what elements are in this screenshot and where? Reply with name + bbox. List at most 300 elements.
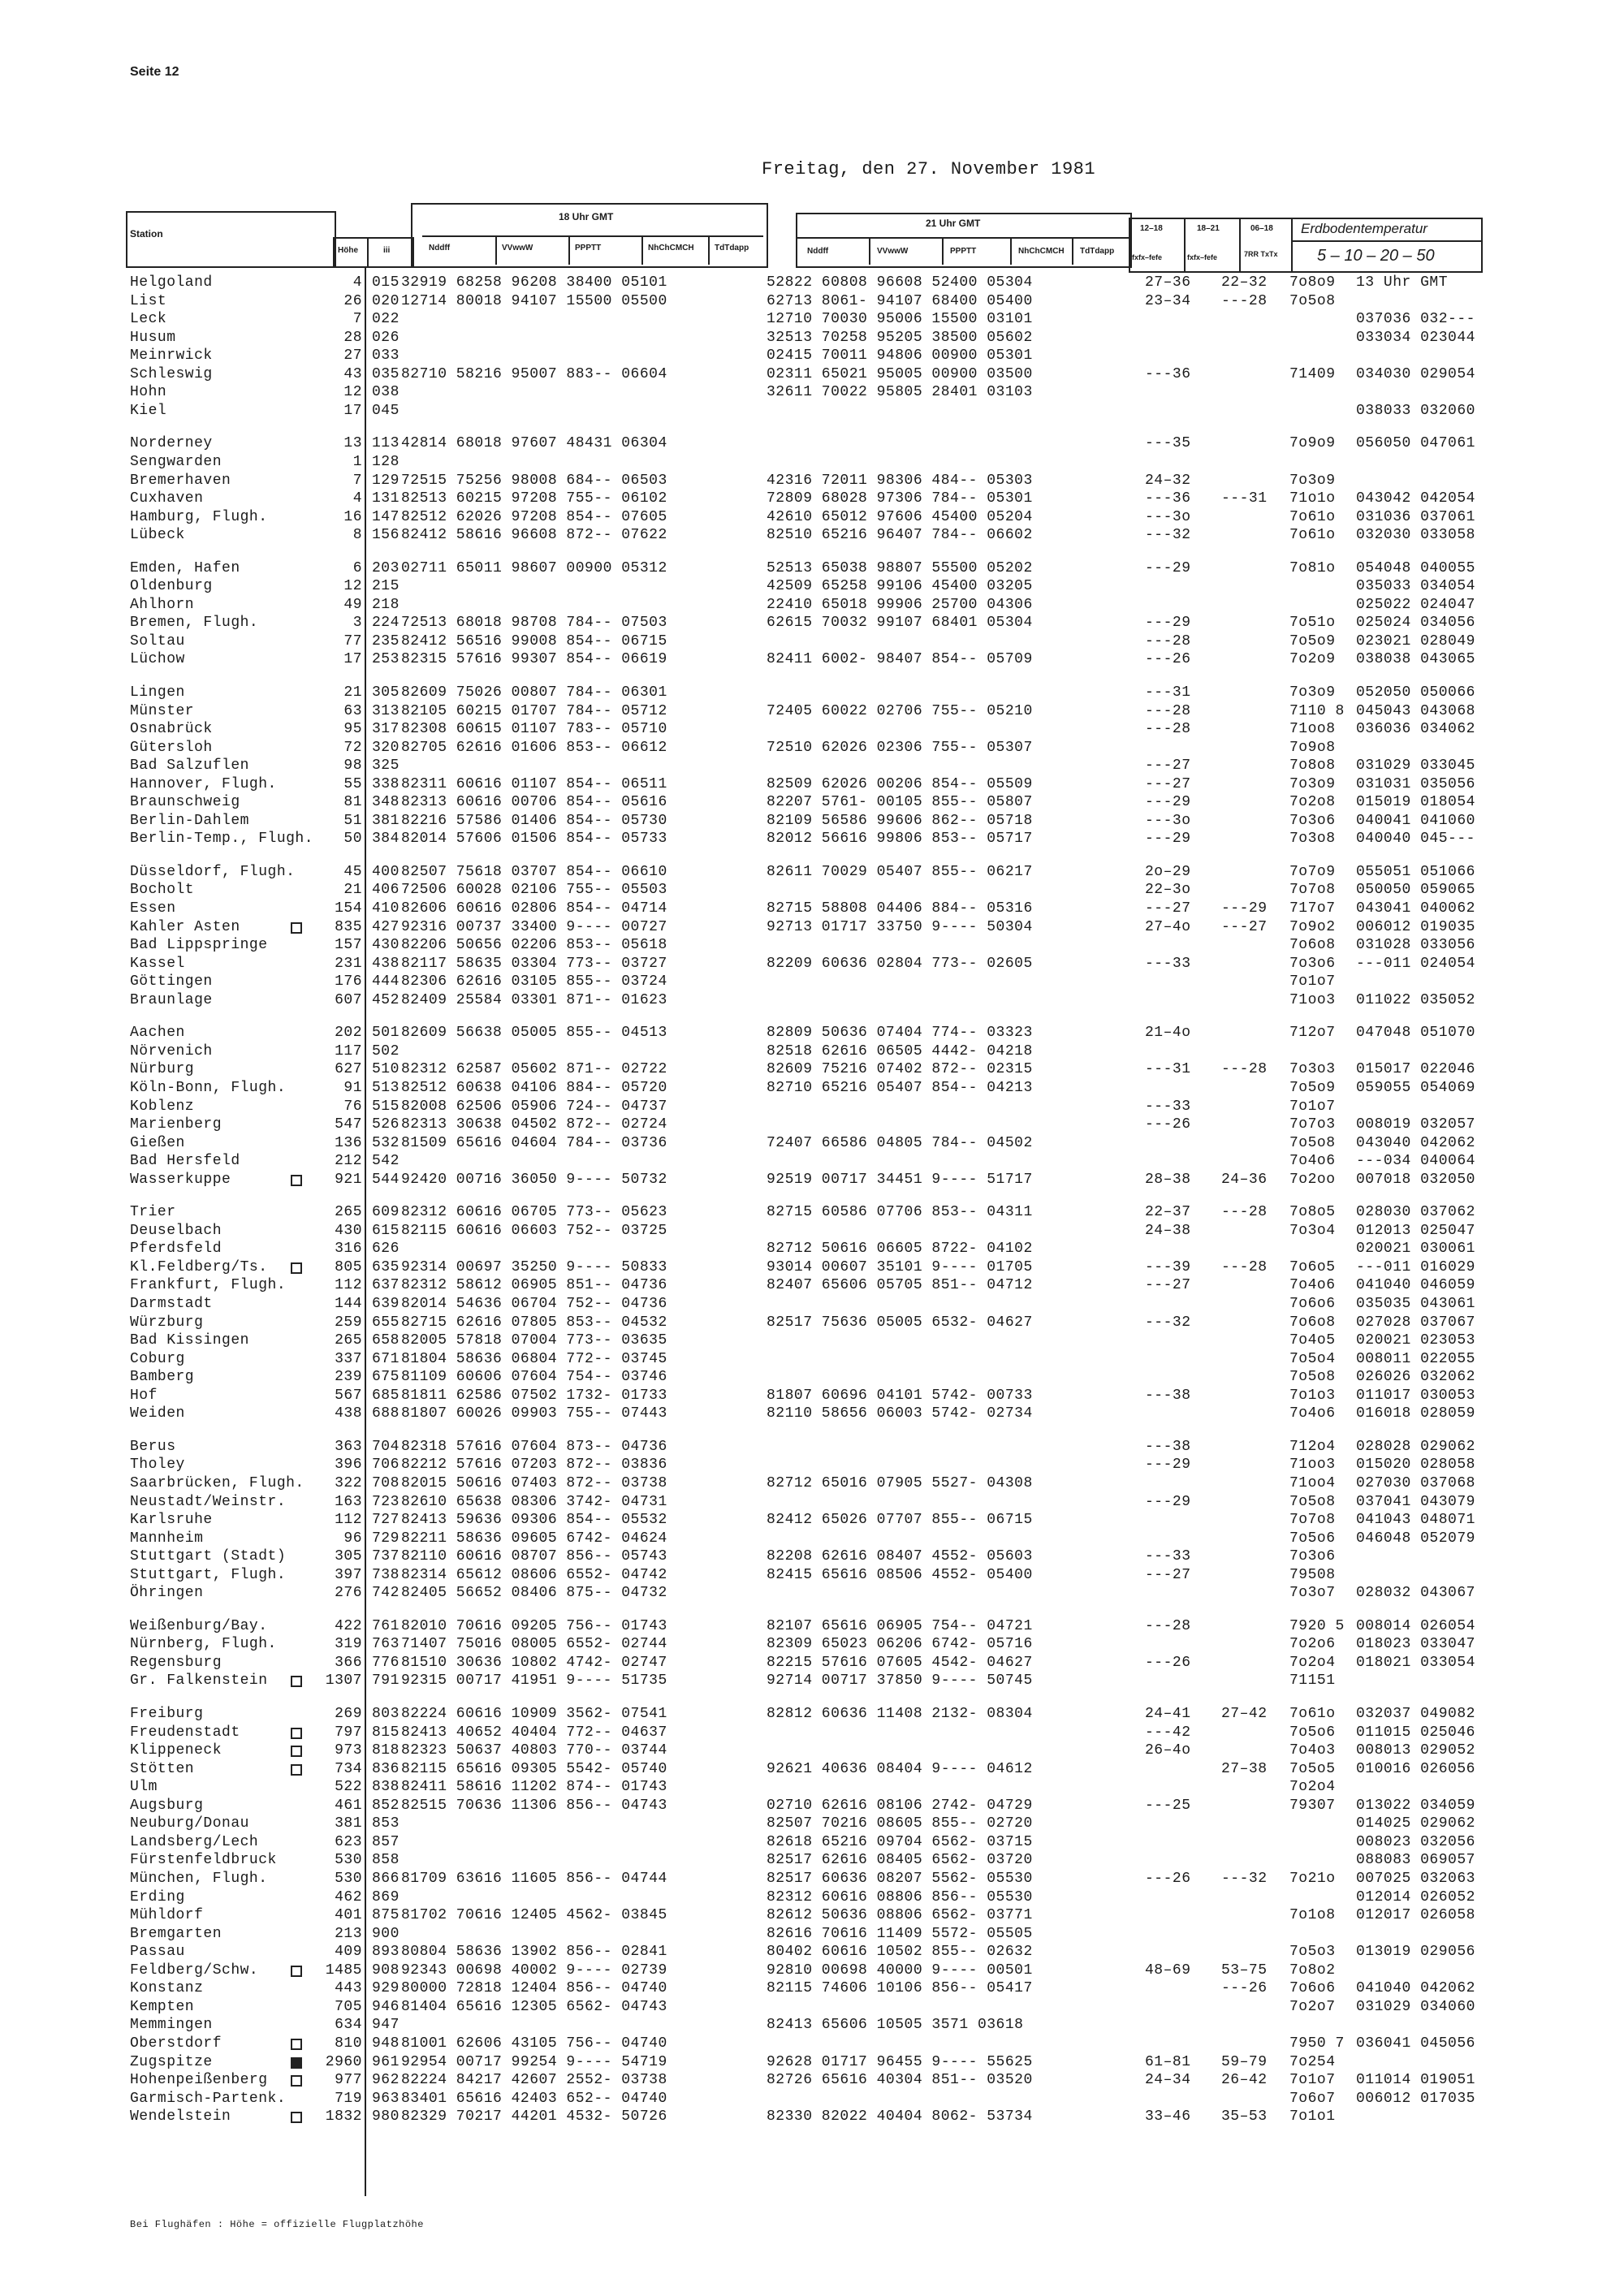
- station-id: 532: [372, 1135, 400, 1151]
- obs-21-group: 82710 65216 05407 854-- 04213: [767, 1080, 1033, 1096]
- obs-21-group: 82407 65606 05705 851-- 04712: [767, 1277, 1033, 1293]
- obs-18-group: 12714 80018 94107 15500 05500: [401, 293, 667, 309]
- station-name: Kl.Feldberg/Ts.: [130, 1259, 268, 1275]
- station-name: Berlin-Dahlem: [130, 813, 249, 829]
- station-name: Feldberg/Schw.: [130, 1962, 259, 1979]
- station-height: 7: [352, 311, 362, 327]
- soil-temperature: 025022 024047: [1356, 597, 1475, 613]
- station-height: 319: [335, 1636, 362, 1652]
- station-id: 875: [372, 1907, 400, 1923]
- station-id: 635: [372, 1259, 400, 1275]
- obs-21-group: 82312 60616 08806 856-- 05530: [767, 1889, 1033, 1905]
- obs-18-group: 82705 62616 01606 853-- 06612: [401, 740, 667, 756]
- obs-21-group: 82517 60636 08207 5562- 05530: [767, 1871, 1033, 1887]
- precip-06-18: 71oo4: [1289, 1475, 1336, 1491]
- soil-temperature: 038038 043065: [1356, 651, 1475, 667]
- station-name: Emden, Hafen: [130, 560, 240, 576]
- station-height: 337: [335, 1351, 362, 1367]
- obs-21-group: 52513 65038 98807 55500 05202: [767, 560, 1033, 576]
- soil-temperature: 016018 028059: [1356, 1405, 1475, 1422]
- obs-18-group: 82513 60215 97208 755-- 06102: [401, 490, 667, 507]
- station-id: 637: [372, 1277, 400, 1293]
- station-height: 522: [335, 1779, 362, 1795]
- station-name: Landsberg/Lech: [130, 1834, 259, 1850]
- obs-21-group: 82812 60636 11408 2132- 08304: [767, 1706, 1033, 1722]
- soil-temperature: 033034 023044: [1356, 330, 1475, 346]
- gust-18-21: ---29: [1221, 900, 1268, 917]
- station-id: 020: [372, 293, 400, 309]
- station-id: 688: [372, 1405, 400, 1422]
- station-height: 17: [343, 651, 362, 667]
- precip-06-18: 7o9o2: [1289, 919, 1336, 935]
- station-name: Gießen: [130, 1135, 185, 1151]
- soil-temperature: 027028 037067: [1356, 1314, 1475, 1331]
- gust-12-18: ---3o: [1145, 813, 1191, 829]
- gust-12-18: 27–36: [1145, 274, 1191, 291]
- station-name: Öhringen: [130, 1585, 204, 1601]
- station-height: 96: [343, 1530, 362, 1547]
- precip-06-18: 7o6o7: [1289, 2091, 1336, 2107]
- precip-06-18: 7o9o9: [1289, 435, 1336, 451]
- obs-18-group: 71407 75016 08005 6552- 02744: [401, 1636, 667, 1652]
- obs-21-group: 82107 65616 06905 754-- 04721: [767, 1618, 1033, 1634]
- gust-12-18: ---32: [1145, 527, 1191, 543]
- soil-temperature: 013019 029056: [1356, 1944, 1475, 1960]
- obs-21-group: 82413 65606 10505 3571 03618: [767, 2017, 1024, 2033]
- station-name: Stötten: [130, 1761, 195, 1777]
- station-name: Gr. Falkenstein: [130, 1672, 268, 1689]
- precip-06-18: 71oo3: [1289, 1457, 1336, 1473]
- station-height: 401: [335, 1907, 362, 1923]
- station-id: 026: [372, 330, 400, 346]
- soil-temperature: 031031 035056: [1356, 776, 1475, 792]
- obs-21-group: 82517 75636 05005 6532- 04627: [767, 1314, 1033, 1331]
- station-id: 427: [372, 919, 400, 935]
- precip-06-18: 7920 5: [1289, 1618, 1345, 1634]
- station-height: 3: [352, 615, 362, 631]
- soil-temperature: 043042 042054: [1356, 490, 1475, 507]
- obs-18-group: 81510 30636 10802 4742- 02747: [401, 1655, 667, 1671]
- precip-06-18: 7o9o8: [1289, 740, 1336, 756]
- mountain-station-icon: [291, 2112, 302, 2123]
- station-id: 671: [372, 1351, 400, 1367]
- station-name: Darmstadt: [130, 1296, 213, 1312]
- obs-21-group: 82115 74606 10106 856-- 05417: [767, 1980, 1033, 1996]
- obs-18-group: 02711 65011 98607 00900 05312: [401, 560, 667, 576]
- precip-06-18: 7o81o: [1289, 560, 1336, 576]
- soil-temperature: 041040 046059: [1356, 1277, 1475, 1293]
- soil-temperature: 018021 033054: [1356, 1655, 1475, 1671]
- obs-18-group: 81807 60026 09903 755-- 07443: [401, 1405, 667, 1422]
- gust-18-21: ---31: [1221, 490, 1268, 507]
- obs-18-group: 82005 57818 07004 773-- 03635: [401, 1332, 667, 1349]
- precip-06-18: 7o4o5: [1289, 1332, 1336, 1349]
- header-hoehe: Höhe: [338, 246, 358, 255]
- station-height: 239: [335, 1369, 362, 1385]
- station-name: Karlsruhe: [130, 1512, 213, 1528]
- station-name: Braunlage: [130, 992, 213, 1008]
- obs-18-group: 82411 58616 11202 874-- 01743: [401, 1779, 667, 1795]
- station-height: 49: [343, 597, 362, 613]
- station-id: 853: [372, 1815, 400, 1832]
- obs-18-group: 82715 62616 07805 853-- 04532: [401, 1314, 667, 1331]
- obs-21-group: 92713 01717 33750 9---- 50304: [767, 919, 1033, 935]
- station-id: 317: [372, 721, 400, 737]
- station-id: 803: [372, 1706, 400, 1722]
- obs-21-group: 52822 60808 96608 52400 05304: [767, 274, 1033, 291]
- soil-temperature: 035033 034054: [1356, 578, 1475, 594]
- soil-temperature: 045043 043068: [1356, 703, 1475, 719]
- station-height: 12: [343, 578, 362, 594]
- soil-temperature: 028032 043067: [1356, 1585, 1475, 1601]
- station-name: Hohenpeißenberg: [130, 2072, 268, 2088]
- obs-21-group: 72407 66586 04805 784-- 04502: [767, 1135, 1033, 1151]
- gust-12-18: 2o–29: [1145, 864, 1191, 880]
- gust-12-18: ---26: [1145, 1655, 1191, 1671]
- station-name: Frankfurt, Flugh.: [130, 1277, 287, 1293]
- precip-06-18: 7o2o8: [1289, 794, 1336, 810]
- station-height: 17: [343, 403, 362, 419]
- obs-18-group: 82115 65616 09305 5542- 05740: [401, 1761, 667, 1777]
- gust-12-18: ---27: [1145, 900, 1191, 917]
- header-18-divider: [641, 237, 643, 265]
- obs-21-group: 82809 50636 07404 774-- 03323: [767, 1025, 1033, 1041]
- precip-06-18: 7o8o2: [1289, 1962, 1336, 1979]
- station-id: 655: [372, 1314, 400, 1331]
- station-id: 513: [372, 1080, 400, 1096]
- soil-temperature: 050050 059065: [1356, 882, 1475, 898]
- obs-21-group: 82330 82022 40404 8062- 53734: [767, 2108, 1033, 2125]
- station-id: 224: [372, 615, 400, 631]
- station-id: 015: [372, 274, 400, 291]
- gust-12-18: 27–4o: [1145, 919, 1191, 935]
- obs-21-group: 82510 65216 96407 784-- 06602: [767, 527, 1033, 543]
- precip-06-18: 71151: [1289, 1672, 1336, 1689]
- precip-06-18: 7o5o5: [1289, 1761, 1336, 1777]
- station-name: Fürstenfeldbruck: [130, 1852, 277, 1868]
- header-s3: 7RR TxTx: [1244, 250, 1278, 258]
- station-height: 316: [335, 1241, 362, 1257]
- station-name: Oberstdorf: [130, 2035, 222, 2052]
- precip-06-18: 7o3o6: [1289, 1548, 1336, 1564]
- station-name: Köln-Bonn, Flugh.: [130, 1080, 287, 1096]
- station-height: 95: [343, 721, 362, 737]
- header-21-divider: [942, 239, 944, 265]
- station-id: 729: [372, 1530, 400, 1547]
- precip-06-18: 7o6o8: [1289, 937, 1336, 953]
- station-name: Husum: [130, 330, 176, 346]
- gust-12-18: ---28: [1145, 721, 1191, 737]
- soil-temperature: 032037 049082: [1356, 1706, 1475, 1722]
- station-id: 253: [372, 651, 400, 667]
- soil-temperature: 036041 045056: [1356, 2035, 1475, 2052]
- soil-temperature: 015020 028058: [1356, 1457, 1475, 1473]
- header-21-col: NhChCMCH: [1018, 247, 1065, 256]
- obs-21-group: 82618 65216 09704 6562- 03715: [767, 1834, 1033, 1850]
- station-name: Wendelstein: [130, 2108, 231, 2125]
- station-height: 547: [335, 1116, 362, 1133]
- station-id: 325: [372, 757, 400, 774]
- obs-18-group: 82015 50616 07403 872-- 03738: [401, 1475, 667, 1491]
- station-height: 567: [335, 1388, 362, 1404]
- station-name: Hof: [130, 1388, 158, 1404]
- header-s2: fxfx–fefe: [1187, 253, 1218, 261]
- station-id: 852: [372, 1798, 400, 1814]
- station-height: 623: [335, 1834, 362, 1850]
- precip-06-18: 71o1o: [1289, 490, 1336, 507]
- precip-06-18: 7o1o8: [1289, 1907, 1336, 1923]
- station-name: Lüchow: [130, 651, 185, 667]
- obs-18-group: 82409 25584 03301 871-- 01623: [401, 992, 667, 1008]
- station-id: 526: [372, 1116, 400, 1133]
- obs-18-group: 72515 75256 98008 684-- 06503: [401, 473, 667, 489]
- station-id: 838: [372, 1779, 400, 1795]
- obs-18-group: 82010 70616 09205 756-- 01743: [401, 1618, 667, 1634]
- soil-temperature: 006012 019035: [1356, 919, 1475, 935]
- soil-temperature: 018023 033047: [1356, 1636, 1475, 1652]
- obs-21-group: 92714 00717 37850 9---- 50745: [767, 1672, 1033, 1689]
- station-name: Bremgarten: [130, 1926, 222, 1942]
- station-name: Nörvenich: [130, 1043, 213, 1060]
- station-height: 1485: [325, 1962, 362, 1979]
- station-height: 797: [335, 1724, 362, 1741]
- station-height: 438: [335, 1405, 362, 1422]
- station-name: Kiel: [130, 403, 167, 419]
- station-name: Bremen, Flugh.: [130, 615, 259, 631]
- obs-18-group: 82412 58616 96608 872-- 07622: [401, 527, 667, 543]
- gust-12-18: ---28: [1145, 633, 1191, 650]
- station-height: 144: [335, 1296, 362, 1312]
- station-id: 639: [372, 1296, 400, 1312]
- station-name: Neuburg/Donau: [130, 1815, 249, 1832]
- obs-21-group: 32513 70258 95205 38500 05602: [767, 330, 1033, 346]
- station-id: 742: [372, 1585, 400, 1601]
- obs-21-group: 82616 70616 11409 5572- 05505: [767, 1926, 1033, 1942]
- station-name: Freudenstadt: [130, 1724, 240, 1741]
- obs-18-group: 82413 40652 40404 772-- 04637: [401, 1724, 667, 1741]
- station-id: 763: [372, 1636, 400, 1652]
- precip-06-18: 7o5o8: [1289, 293, 1336, 309]
- gust-12-18: ---36: [1145, 490, 1191, 507]
- station-name: Berus: [130, 1439, 176, 1455]
- station-height: 607: [335, 992, 362, 1008]
- obs-21-group: 42316 72011 98306 484-- 05303: [767, 473, 1033, 489]
- header-18-divider: [568, 237, 570, 265]
- station-name: Soltau: [130, 633, 185, 650]
- station-name: Wasserkuppe: [130, 1172, 231, 1188]
- station-height: 21: [343, 882, 362, 898]
- station-height: 627: [335, 1061, 362, 1077]
- station-name: Schleswig: [130, 366, 213, 382]
- station-name: Augsburg: [130, 1798, 204, 1814]
- station-name: Pferdsfeld: [130, 1241, 222, 1257]
- station-id: 761: [372, 1618, 400, 1634]
- obs-21-group: 72510 62026 02306 755-- 05307: [767, 740, 1033, 756]
- soil-temperature: ---011 024054: [1356, 956, 1475, 972]
- gust-12-18: ---27: [1145, 757, 1191, 774]
- soil-temperature: 011015 025046: [1356, 1724, 1475, 1741]
- station-height: 276: [335, 1585, 362, 1601]
- precip-06-18: 7o6o6: [1289, 1980, 1336, 1996]
- gust-12-18: 21–4o: [1145, 1025, 1191, 1041]
- gust-12-18: ---38: [1145, 1388, 1191, 1404]
- obs-21-group: 82612 50636 08806 6562- 03771: [767, 1907, 1033, 1923]
- obs-18-group: 82224 84217 42607 2552- 03738: [401, 2072, 667, 2088]
- obs-18-group: 82014 57606 01506 854-- 05733: [401, 831, 667, 847]
- header-station: Station: [130, 228, 163, 240]
- station-id: 946: [372, 1999, 400, 2015]
- gust-12-18: ---35: [1145, 435, 1191, 451]
- station-height: 1307: [325, 1672, 362, 1689]
- gust-12-18: ---38: [1145, 1439, 1191, 1455]
- station-id: 501: [372, 1025, 400, 1041]
- precip-06-18: 7o5o8: [1289, 1494, 1336, 1510]
- station-height: 163: [335, 1494, 362, 1510]
- station-height: 12: [343, 384, 362, 400]
- station-height: 45: [343, 864, 362, 880]
- obs-18-group: 82318 57616 07604 873-- 04736: [401, 1439, 667, 1455]
- precip-06-18: 7o8o5: [1289, 1204, 1336, 1220]
- obs-21-group: 81807 60696 04101 5742- 00733: [767, 1388, 1033, 1404]
- station-name: Lingen: [130, 684, 185, 701]
- station-height: 136: [335, 1135, 362, 1151]
- header-p3: 06–18: [1250, 224, 1273, 233]
- precip-06-18: 7o7o9: [1289, 864, 1336, 880]
- station-name: Nürnberg, Flugh.: [130, 1636, 277, 1652]
- station-height: 50: [343, 831, 362, 847]
- gust-12-18: ---39: [1145, 1259, 1191, 1275]
- mountain-station-icon: [291, 922, 302, 934]
- station-id: 963: [372, 2091, 400, 2107]
- soil-temperature: 008014 026054: [1356, 1618, 1475, 1634]
- station-height: 157: [335, 937, 362, 953]
- soil-temperature: 043041 040062: [1356, 900, 1475, 917]
- precip-06-18: 7o3o8: [1289, 831, 1336, 847]
- obs-18-group: 82014 54636 06704 752-- 04736: [401, 1296, 667, 1312]
- station-height: 396: [335, 1457, 362, 1473]
- obs-21-group: 82208 62616 08407 4552- 05603: [767, 1548, 1033, 1564]
- obs-18-group: 82329 70217 44201 4532- 50726: [401, 2108, 667, 2125]
- obs-18-group: 82312 62587 05602 871-- 02722: [401, 1061, 667, 1077]
- station-height: 977: [335, 2072, 362, 2088]
- soil-temperature: 046048 052079: [1356, 1530, 1475, 1547]
- precip-06-18: 79307: [1289, 1798, 1336, 1814]
- station-name: Helgoland: [130, 274, 213, 291]
- precip-06-18: 7o2o6: [1289, 1636, 1336, 1652]
- station-id: 038: [372, 384, 400, 400]
- soil-temperature: 008019 032057: [1356, 1116, 1475, 1133]
- station-name: Coburg: [130, 1351, 185, 1367]
- obs-18-group: 82314 65612 08606 6552- 04742: [401, 1567, 667, 1583]
- gust-12-18: ---26: [1145, 1116, 1191, 1133]
- precip-06-18: 7o21o: [1289, 1871, 1336, 1887]
- obs-18-group: 92343 00698 40002 9---- 02739: [401, 1962, 667, 1979]
- station-height: 265: [335, 1332, 362, 1349]
- obs-18-group: 92954 00717 99254 9---- 54719: [401, 2054, 667, 2070]
- station-id: 626: [372, 1241, 400, 1257]
- station-name: Berlin-Temp., Flugh.: [130, 831, 314, 847]
- station-name: Zugspitze: [130, 2054, 213, 2070]
- station-name: Marienberg: [130, 1116, 222, 1133]
- station-id: 113: [372, 435, 400, 451]
- soil-temperature: 028028 029062: [1356, 1439, 1475, 1455]
- obs-18-group: 82115 60616 06603 752-- 03725: [401, 1223, 667, 1239]
- obs-21-group: 82609 75216 07402 872-- 02315: [767, 1061, 1033, 1077]
- station-height: 2960: [325, 2054, 362, 2070]
- precip-06-18: 7o3o9: [1289, 776, 1336, 792]
- obs-18-group: 92315 00717 41951 9---- 51735: [401, 1672, 667, 1689]
- obs-21-group: 72405 60022 02706 755-- 05210: [767, 703, 1033, 719]
- soil-temperature: 13 Uhr GMT: [1356, 274, 1449, 291]
- station-height: 719: [335, 2091, 362, 2107]
- obs-18-group: 92314 00697 35250 9---- 50833: [401, 1259, 667, 1275]
- soil-temperature: 037036 032---: [1356, 311, 1475, 327]
- precip-06-18: 7o3o6: [1289, 956, 1336, 972]
- precip-06-18: 7o5o6: [1289, 1724, 1336, 1741]
- station-height: 443: [335, 1980, 362, 1996]
- station-height: 27: [343, 347, 362, 364]
- soil-temperature: 032030 033058: [1356, 527, 1475, 543]
- station-name: Oldenburg: [130, 578, 213, 594]
- obs-18-group: 82710 58216 95007 883-- 06604: [401, 366, 667, 382]
- header-iii: iii: [383, 246, 391, 255]
- station-name: Norderney: [130, 435, 213, 451]
- station-id: 035: [372, 366, 400, 382]
- station-height: 734: [335, 1761, 362, 1777]
- station-id: 900: [372, 1926, 400, 1942]
- station-name: Passau: [130, 1944, 185, 1960]
- station-height: 921: [335, 1172, 362, 1188]
- gust-12-18: ---28: [1145, 1618, 1191, 1634]
- obs-21-group: 82215 57616 07605 4542- 04627: [767, 1655, 1033, 1671]
- mountain-station-icon: [291, 1764, 302, 1776]
- station-id: 384: [372, 831, 400, 847]
- precip-06-18: 7o61o: [1289, 527, 1336, 543]
- obs-18-group: 82312 58612 06905 851-- 04736: [401, 1277, 667, 1293]
- precip-06-18: 7950 7: [1289, 2035, 1345, 2052]
- soil-temperature: ---034 040064: [1356, 1153, 1475, 1169]
- obs-18-group: 42814 68018 97607 48431 06304: [401, 435, 667, 451]
- station-name: Hamburg, Flugh.: [130, 509, 268, 525]
- gust-18-21: ---32: [1221, 1871, 1268, 1887]
- soil-temperature: 047048 051070: [1356, 1025, 1475, 1041]
- station-name: Freiburg: [130, 1706, 204, 1722]
- station-name: Gütersloh: [130, 740, 213, 756]
- precip-06-18: 7o61o: [1289, 1706, 1336, 1722]
- station-id: 045: [372, 403, 400, 419]
- station-id: 704: [372, 1439, 400, 1455]
- station-id: 685: [372, 1388, 400, 1404]
- station-name: Würzburg: [130, 1314, 204, 1331]
- station-height: 112: [335, 1512, 362, 1528]
- station-height: 461: [335, 1798, 362, 1814]
- obs-21-group: 72809 68028 97306 784-- 05301: [767, 490, 1033, 507]
- soil-temperature: 059055 054069: [1356, 1080, 1475, 1096]
- precip-06-18: 71409: [1289, 366, 1336, 382]
- station-id: 410: [372, 900, 400, 917]
- obs-18-group: 82110 60616 08707 856-- 05743: [401, 1548, 667, 1564]
- header-21-divider: [869, 239, 870, 265]
- station-height: 381: [335, 1815, 362, 1832]
- station-id: 866: [372, 1871, 400, 1887]
- obs-21-group: 32611 70022 95805 28401 03103: [767, 384, 1033, 400]
- obs-18-group: 80000 72818 12404 856-- 04740: [401, 1980, 667, 1996]
- header-p2: 18–21: [1197, 224, 1220, 233]
- mountain-station-icon: [291, 1676, 302, 1687]
- obs-21-group: 02710 62616 08106 2742- 04729: [767, 1798, 1033, 1814]
- precip-06-18: 7o3o7: [1289, 1585, 1336, 1601]
- gust-18-21: ---28: [1221, 293, 1268, 309]
